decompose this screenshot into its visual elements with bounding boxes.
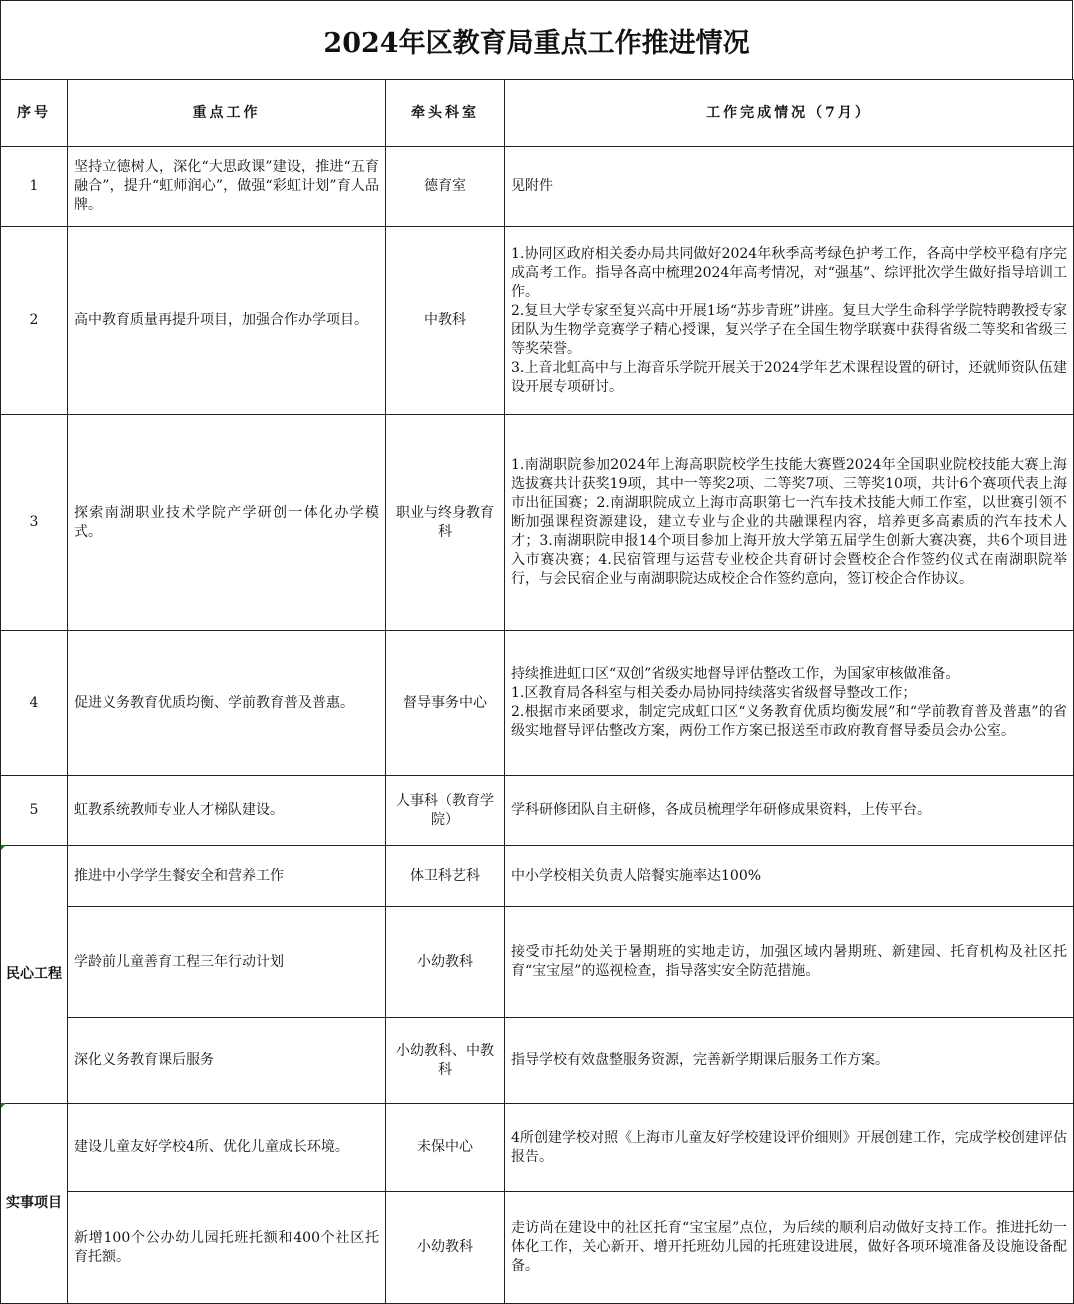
row-number: 2 xyxy=(1,227,68,415)
status-cell xyxy=(505,147,1074,227)
lead-department: 职业与终身教育科 xyxy=(386,415,505,631)
table-row xyxy=(1,415,1074,631)
row-number: 4 xyxy=(1,631,68,776)
status-cell xyxy=(505,846,1074,907)
header-dept: 牵头科室 xyxy=(386,80,505,147)
status-paragraph: 1.南湖职院参加2024年上海高职院校学生技能大赛暨2024年全国职业院校技能大赛上海选拔赛共计获奖19项，其中一等奖2项、二等奖7项、三等奖10项，共计6个赛项代表上海市出征国赛；2.南湖职院成立上海市高职第七一汽车技术技能大师工作室，以世赛引领不断加强课程资源建设，建立专业与企业的共融课程内容，培养更多高素质的汽车技术人才；3.南湖职院申报14个项目参加上海开放大学第五届学生创新大赛决赛，共6个项目进入市赛决赛；4.民宿管理与运营专业校企共育研讨会暨校企合作签约仪式在南湖职院举行，与会民宿企业与南湖职院达成校企合作签约意向，签订校企合作协议。 xyxy=(511,457,1067,587)
lead-department: 未保中心 xyxy=(386,1104,505,1192)
work-item: 高中教育质量再提升项目，加强合作办学项目。 xyxy=(68,227,386,415)
table-row xyxy=(1,227,1074,415)
comment-marker-icon xyxy=(1,845,6,850)
status-cell xyxy=(505,415,1074,631)
lead-department: 小幼教科、中教科 xyxy=(386,1018,505,1104)
table-row xyxy=(1,776,1074,846)
status-cell xyxy=(505,227,1074,415)
lead-department: 中教科 xyxy=(386,227,505,415)
page-title: 2024年区教育局重点工作推进情况 xyxy=(0,0,1073,79)
status-paragraph: 学科研修团队自主研修，各成员梳理学年研修成果资料，上传平台。 xyxy=(511,802,931,818)
status-paragraph: 中小学校相关负责人陪餐实施率达100% xyxy=(511,867,762,884)
status-paragraph: 3.上音北虹高中与上海音乐学院开展关于2024学年艺术课程设置的研讨，还就师资队伍建设开展专项研讨。 xyxy=(511,359,1067,395)
work-item: 推进中小学学生餐安全和营养工作 xyxy=(68,846,386,907)
row-number: 1 xyxy=(1,147,68,227)
category-shishi: 实事项目 xyxy=(1,1104,68,1304)
lead-department: 体卫科艺科 xyxy=(386,846,505,907)
lead-department: 人事科（教育学院） xyxy=(386,776,505,846)
header-row xyxy=(1,80,1074,147)
header-no: 序号 xyxy=(1,80,68,147)
status-cell xyxy=(505,1104,1074,1192)
table-row xyxy=(1,1018,1074,1104)
work-progress-table xyxy=(0,79,1074,1304)
status-paragraph: 持续推进虹口区“双创”省级实地督导评估整改工作，为国家审核做准备。 xyxy=(511,666,960,682)
work-item: 坚持立德树人，深化“大思政课”建设，推进“五育融合”，提升“虹师润心”，做强“彩虹计划”育人品牌。 xyxy=(68,147,386,227)
work-item: 促进义务教育优质均衡、学前教育普及普惠。 xyxy=(68,631,386,776)
status-paragraph: 见附件 xyxy=(511,178,553,194)
lead-department: 督导事务中心 xyxy=(386,631,505,776)
status-cell xyxy=(505,1192,1074,1304)
table-row xyxy=(1,1104,1074,1192)
table-row xyxy=(1,1192,1074,1304)
work-item: 探索南湖职业技术学院产学研创一体化办学模式。 xyxy=(68,415,386,631)
work-item: 虹教系统教师专业人才梯队建设。 xyxy=(68,776,386,846)
status-paragraph: 4所创建学校对照《上海市儿童友好学校建设评价细则》开展创建工作，完成学校创建评估报告。 xyxy=(511,1129,1067,1165)
status-paragraph: 接受市托幼处关于暑期班的实地走访，加强区域内暑期班、新建园、托育机构及社区托育“宝宝屋”的巡视检查，指导落实安全防范措施。 xyxy=(511,944,1067,979)
work-item: 深化义务教育课后服务 xyxy=(68,1018,386,1104)
table-row xyxy=(1,147,1074,227)
table-row xyxy=(1,631,1074,776)
comment-marker-icon xyxy=(1,1103,6,1108)
status-cell xyxy=(505,1018,1074,1104)
status-paragraph: 指导学校有效盘整服务资源，完善新学期课后服务工作方案。 xyxy=(511,1052,889,1068)
work-item: 新增100个公办幼儿园托班托额和400个社区托育托额。 xyxy=(68,1192,386,1304)
category-minxin: 民心工程 xyxy=(1,846,68,1104)
table-row xyxy=(1,846,1074,907)
status-paragraph: 走访尚在建设中的社区托育“宝宝屋”点位，为后续的顺利启动做好支持工作。推进托幼一体化工作，关心新开、增开托班幼儿园的托班建设进展，做好各项环境准备及设施设备配备。 xyxy=(511,1220,1067,1274)
lead-department: 小幼教科 xyxy=(386,1192,505,1304)
header-work: 重点工作 xyxy=(68,80,386,147)
table-row xyxy=(1,907,1074,1018)
status-paragraph: 1.协同区政府相关委办局共同做好2024年秋季高考绿色护考工作，各高中学校平稳有序完成高考工作。指导各高中梳理2024年高考情况，对“强基”、综评批次学生做好指导培训工作。 xyxy=(511,245,1067,300)
status-cell xyxy=(505,907,1074,1018)
work-item: 学龄前儿童善育工程三年行动计划 xyxy=(68,907,386,1018)
status-paragraph: 2.复旦大学专家至复兴高中开展1场“苏步青班”讲座。复旦大学生命科学学院特聘教授专家团队为生物学竞赛学子精心授课，复兴学子在全国生物学联赛中获得省级二等奖和省级三等奖荣誉。 xyxy=(511,302,1067,357)
status-cell xyxy=(505,631,1074,776)
row-number: 5 xyxy=(1,776,68,846)
header-status: 工作完成情况（7月） xyxy=(505,80,1074,147)
lead-department: 德育室 xyxy=(386,147,505,227)
work-item: 建设儿童友好学校4所、优化儿童成长环境。 xyxy=(68,1104,386,1192)
status-paragraph: 2.根据市来函要求，制定完成虹口区“义务教育优质均衡发展”和“学前教育普及普惠”的省级实地督导评估整改方案，两份工作方案已报送至市政府教育督导委员会办公室。 xyxy=(511,704,1067,739)
status-cell xyxy=(505,776,1074,846)
lead-department: 小幼教科 xyxy=(386,907,505,1018)
status-paragraph: 1.区教育局各科室与相关委办局协同持续落实省级督导整改工作； xyxy=(511,685,917,701)
row-number: 3 xyxy=(1,415,68,631)
